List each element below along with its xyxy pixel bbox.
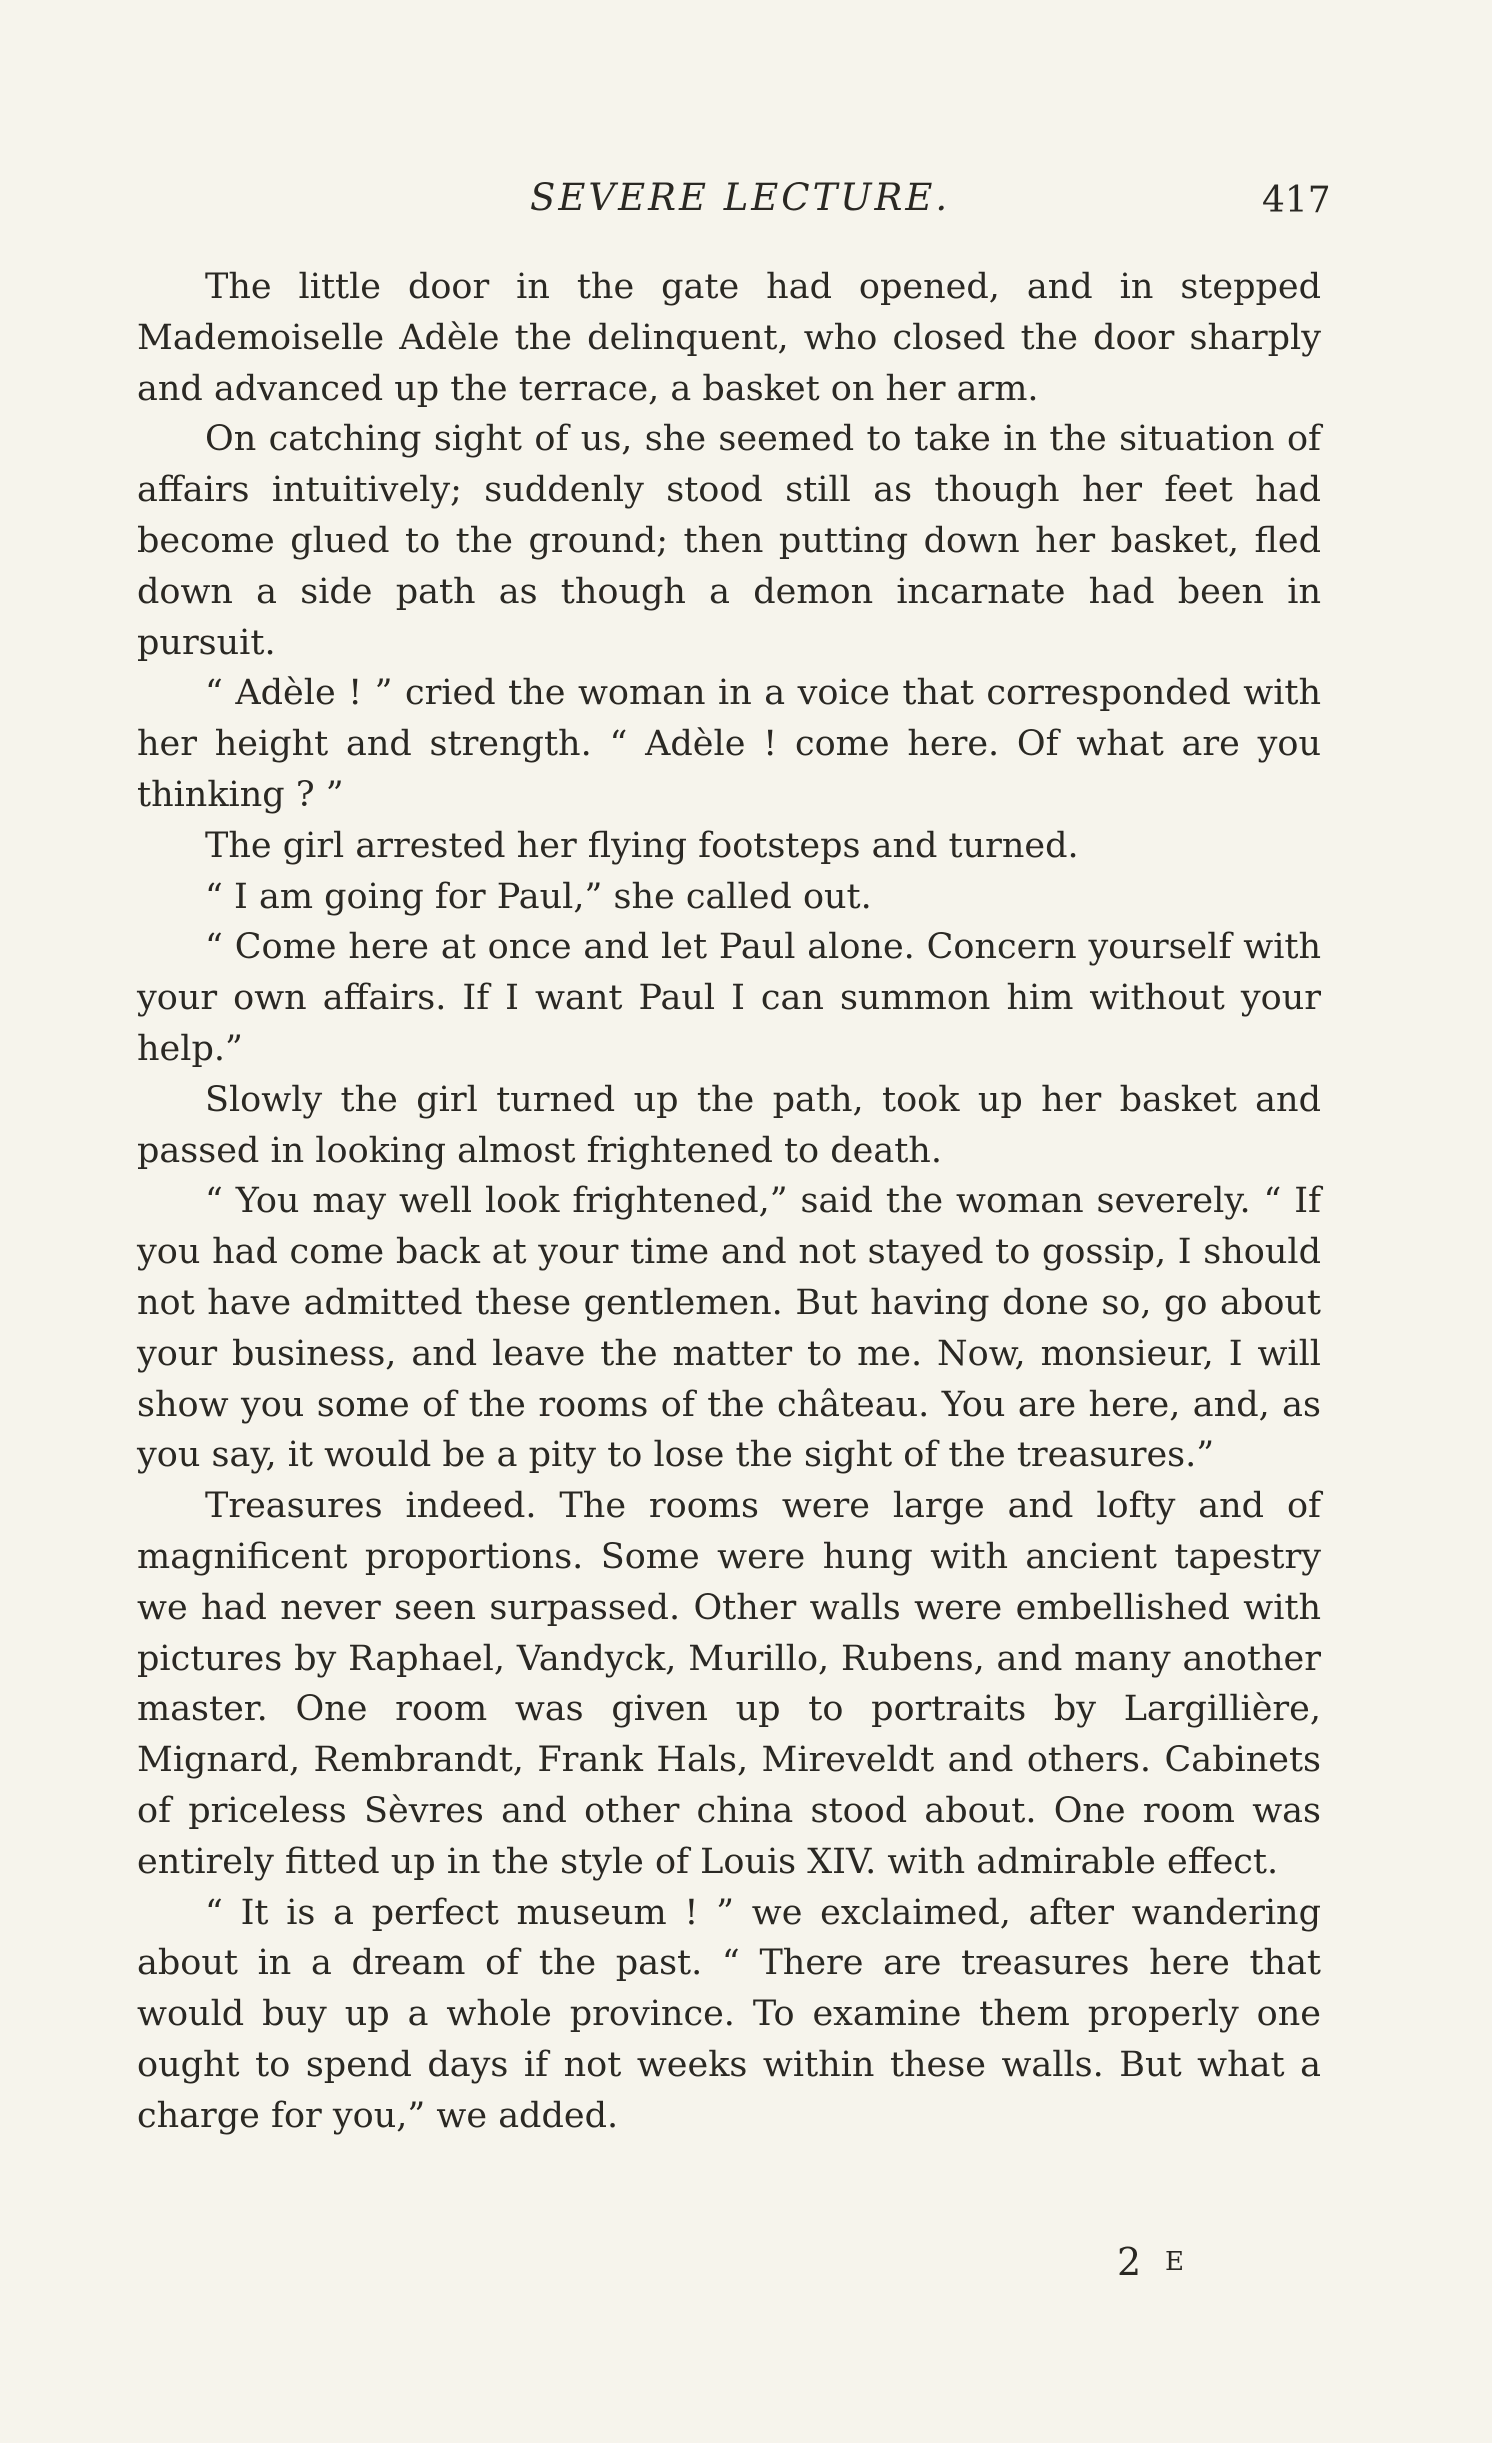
paragraph-5: “ I am going for Paul,” she called out. xyxy=(205,876,872,917)
paragraph-1: The little door in the gate had opened, and in stepped Mademoiselle Adèle the delinquent, who closed the door sharply and advanced up the terrace, a basket on her arm. xyxy=(137,267,1321,409)
signature-number: 2 xyxy=(1117,2240,1142,2284)
page-number: 417 xyxy=(1262,180,1331,221)
paragraph-6: “ Come here at once and let Paul alone. Concern yourself with your own affairs. If I want Paul I can summon him without your help.” xyxy=(137,927,1321,1069)
paragraph-8: “ You may well look frightened,” said the woman severely. “ If you had come back at your time and not stayed to gossip, I should not have admitted these gentlemen. But having done so, go about your business, and leave the matter to me. Now, monsieur, I will show you some of the rooms of the château. You are here, and, as you say, it would be a pity to lose the sight of the treasures.” xyxy=(137,1181,1321,1476)
paragraph-10: “ It is a perfect museum ! ” we exclaimed, after wandering about in a dream of the past. “ There are treasures here that would buy up a whole province. To examine them properly one ought to spend days if not weeks within these walls. But what a charge for you,” we added. xyxy=(137,1892,1321,2136)
running-title: SEVERE LECTURE. xyxy=(530,176,951,219)
body-text xyxy=(137,262,1321,2141)
signature-mark xyxy=(1117,2240,1237,2300)
paragraph-9: Treasures indeed. The rooms were large and lofty and of magnificent proportions. Some were hung with ancient tapestry we had never seen surpassed. Other walls were embellished with pictures by Raphael, Vandyck, Murillo, Rubens, and many another master. One room was given up to portraits by Largillière, Mignard, Rembrandt, Frank Hals, Mireveldt and others. Cabinets of priceless Sèvres and other china stood about. One room was entirely fitted up in the style of Louis XIV. with admirable effect. xyxy=(137,1486,1321,1882)
signature-letter: E xyxy=(1165,2247,1184,2277)
paragraph-4: The girl arrested her flying footsteps and turned. xyxy=(205,825,1079,866)
running-head xyxy=(0,168,1492,228)
paragraph-2: On catching sight of us, she seemed to take in the situation of affairs intuitively; suddenly stood still as though her feet had become glued to the ground; then putting down her basket, fled down a side path as though a demon incarnate had been in pursuit. xyxy=(137,419,1321,663)
paragraph-3: “ Adèle ! ” cried the woman in a voice that corresponded with her height and strength. “ Adèle ! come here. Of what are you thinking ? ” xyxy=(137,673,1321,815)
paragraph-7: Slowly the girl turned up the path, took up her basket and passed in looking almost frightened to death. xyxy=(137,1079,1321,1171)
